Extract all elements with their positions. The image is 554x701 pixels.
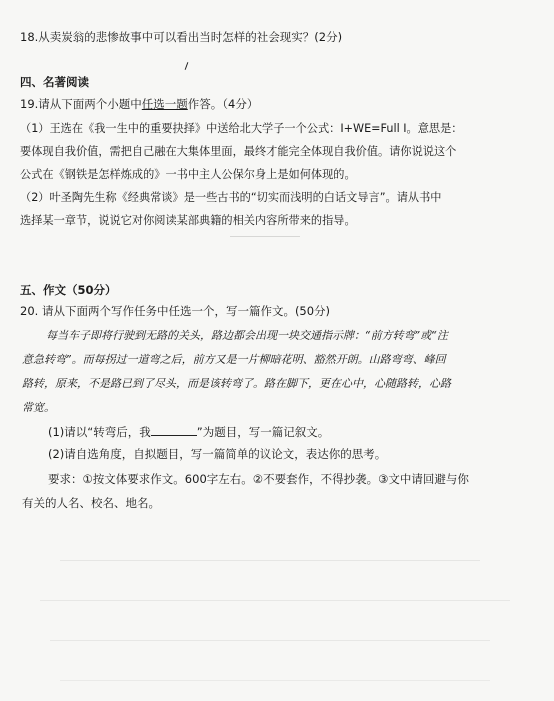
task-1-prefix: (1)请以“转弯后，我 xyxy=(48,425,151,439)
question-18: 18.从卖炭翁的悲惨故事中可以看出当时怎样的社会现实？(2分) xyxy=(20,30,343,44)
task-1-suffix: ”为题目，写一篇记叙文。 xyxy=(196,425,330,439)
q19-option-1-line-3: 公式在《钢铁是怎样炼成的》一书中主人公保尔身上是如何体现的。 xyxy=(20,168,356,181)
task-2: (2)请自选角度，自拟题目，写一篇简单的议论文，表达你的思考。 xyxy=(48,447,387,461)
question-19-stem xyxy=(20,97,258,112)
bleed-stroke xyxy=(60,680,490,681)
q19-stem-a: 19.请从下面两个小题中 xyxy=(20,97,142,111)
q19-option-2-line-2: 选择某一章节，说说它对你阅读某部典籍的相关内容所带来的指导。 xyxy=(20,214,356,227)
material-line-4: 常宽。 xyxy=(22,401,55,414)
requirements-line-2: 有关的人名、校名、地名。 xyxy=(22,496,160,510)
section-5-title: 五、作文（50分） xyxy=(20,283,117,297)
bleed-stroke xyxy=(40,600,510,601)
requirements-line-1: 要求：①按文体要求作文。600字左右。②不要套作，不得抄袭。③文中请回避与你 xyxy=(48,472,469,486)
pen-tick xyxy=(185,62,189,70)
q19-stem-b: 任选一题 xyxy=(141,97,188,111)
material-line-3: 路转，原来，不是路已到了尽头，而是该转弯了。路在脚下，更在心中，心随路转，心路 xyxy=(22,377,451,390)
title-blank xyxy=(151,424,197,436)
material-line-1: 每当车子即将行驶到无路的关头，路边都会出现一块交通指示牌：“前方转弯”或“注 xyxy=(46,329,448,342)
task-1 xyxy=(48,424,329,440)
q19-option-1-line-2: 要体现自我价值，需把自己融在大集体里面，最终才能完全体现自我价值。请你说说这个 xyxy=(20,145,457,158)
section-4-title: 四、名著阅读 xyxy=(20,75,89,89)
q19-stem-c: 作答。（4分） xyxy=(187,97,259,111)
bleed-stroke xyxy=(230,236,300,237)
q19-option-1-line-1: （1）王选在《我一生中的重要抉择》中送给北大学子一个公式：I+WE=Full I。意思是： xyxy=(20,122,463,135)
bleed-stroke xyxy=(60,560,480,561)
question-20-stem: 20. 请从下面两个写作任务中任选一个，写一篇作文。(50分) xyxy=(20,304,331,318)
bleed-stroke xyxy=(50,640,490,641)
q19-option-2-line-1: （2）叶圣陶先生称《经典常谈》是一些古书的“切实而浅明的白话文导言”。请从书中 xyxy=(20,191,442,204)
material-line-2: 意急转弯”。而每拐过一道弯之后，前方又是一片柳暗花明、豁然开朗。山路弯弯、峰回 xyxy=(22,353,446,366)
